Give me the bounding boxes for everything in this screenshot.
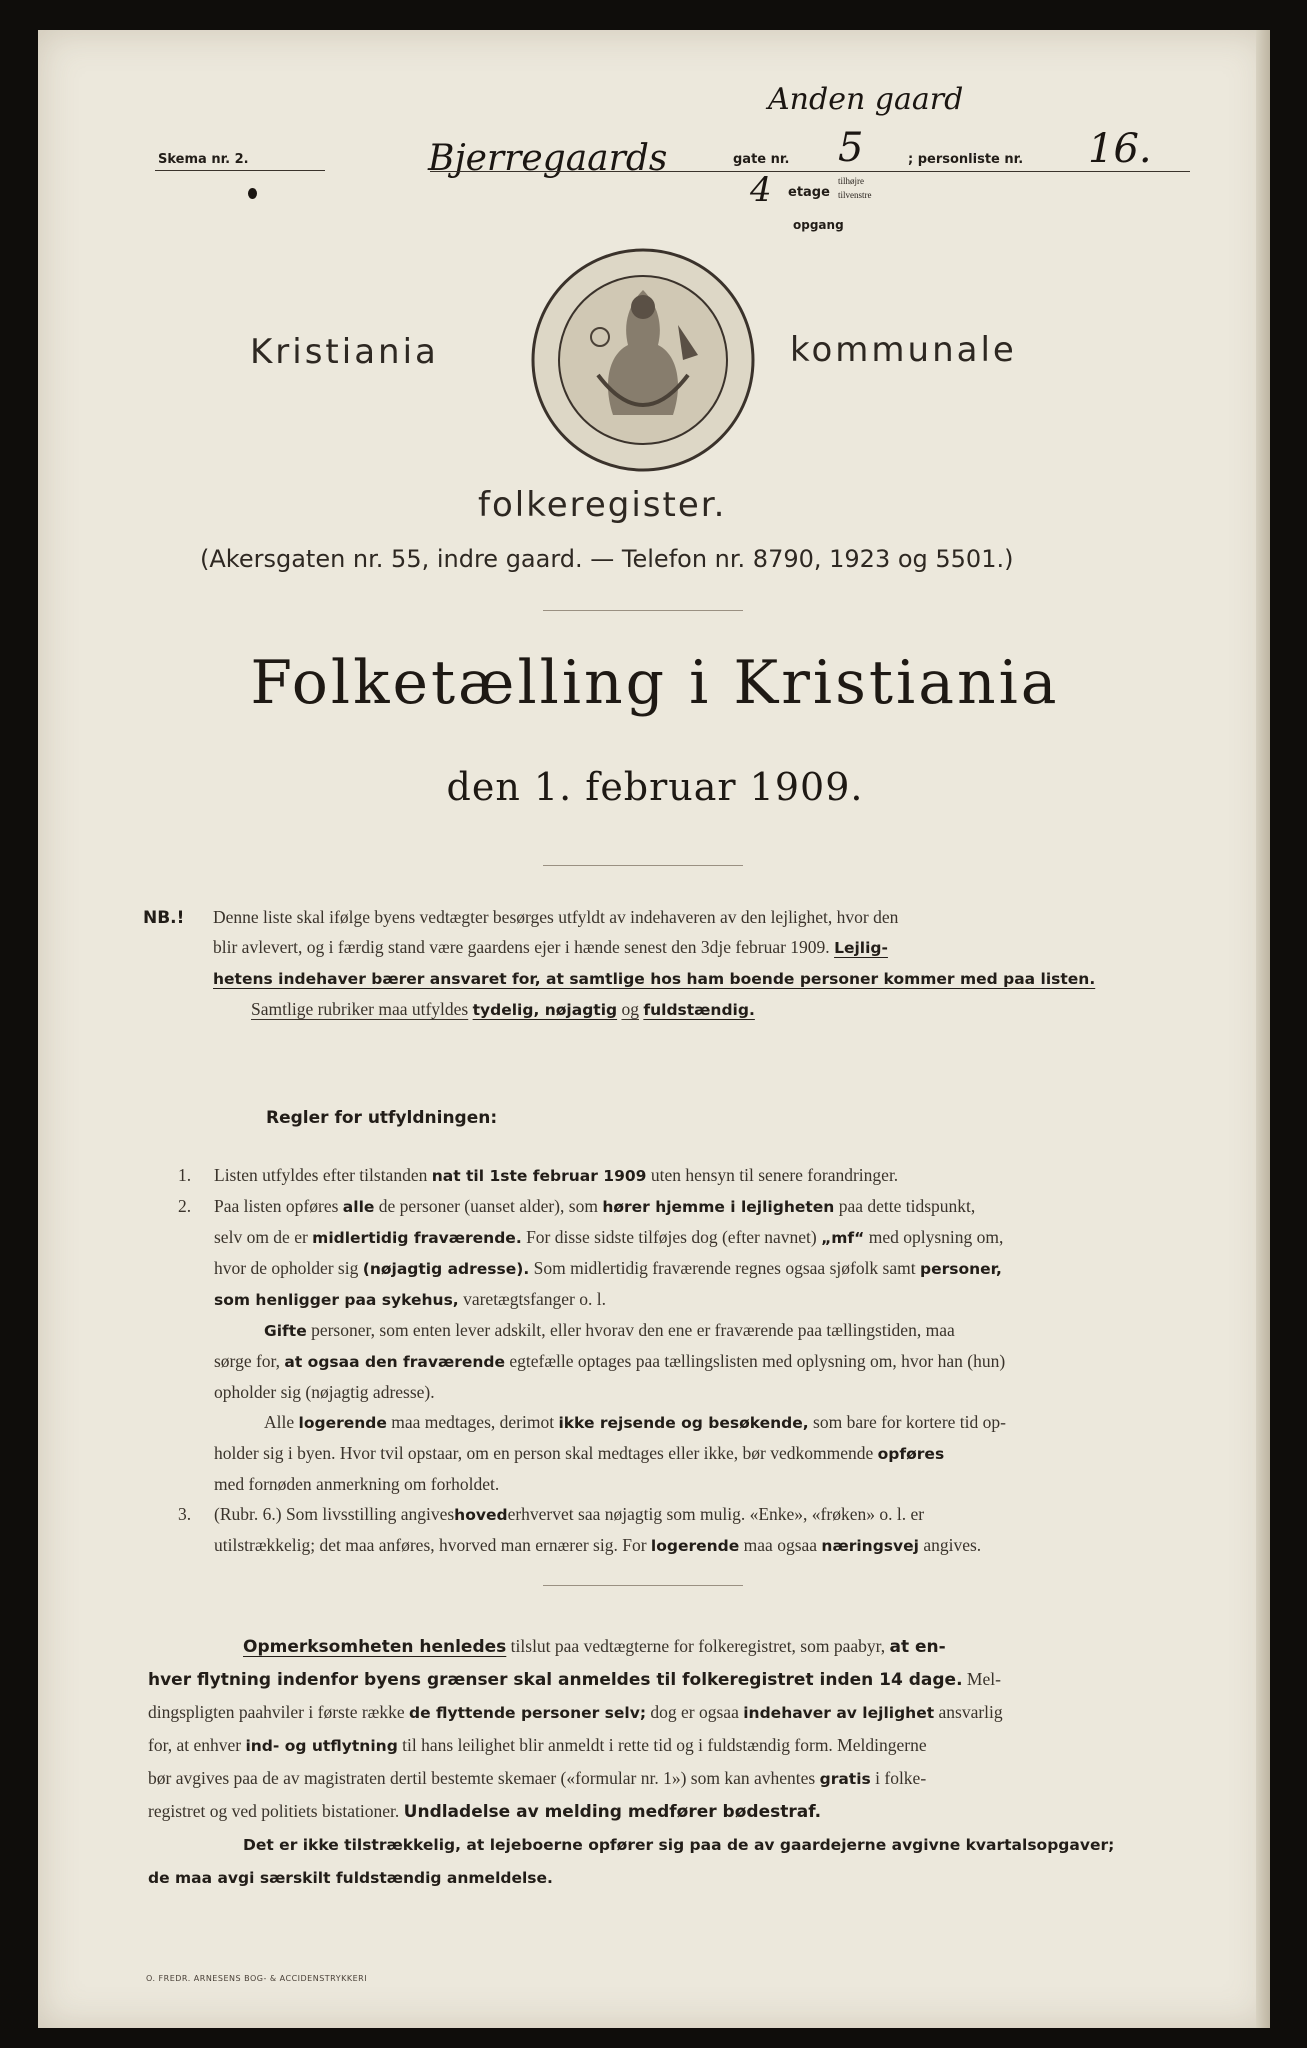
rule-3: 3. (Rubr. 6.) Som livsstilling angiveshovederhvervet saa nøjagtig som mulig. «Enke», «frøken» o. l. er utilstrækkelig; det maa anføres, hvorved man ernærer sig. For logerende maa ogsaa næringsvej angives.	[178, 1504, 982, 1555]
header-underline	[430, 171, 1190, 172]
page-edge	[1256, 30, 1270, 2028]
kommunale-label: kommunale	[790, 330, 1017, 370]
opgang-label: opgang	[793, 218, 844, 232]
nb-line-2: blir avlevert, og i færdig stand være gaardens ejer i hænde senest den 3dje februar 1909. Lejlig-	[213, 937, 888, 957]
extra-handwritten: Anden gaard	[768, 82, 964, 117]
document-page	[38, 30, 1270, 2028]
folkeregister-label: folkeregister.	[478, 485, 727, 525]
nb-line-1: Denne liste skal ifølge byens vedtægter besørges utfyldt av indehaveren av den lejlighet, hvor den	[213, 907, 899, 927]
nb-line-3-bold: hetens indehaver bærer ansvaret for, at samtlige hos ham boende personer kommer med paa listen.	[213, 970, 1096, 988]
divider-1	[543, 610, 743, 611]
nb-line-3	[213, 963, 1173, 994]
tilvenstre-label: tilvenstre	[838, 190, 872, 200]
main-title: Folketælling i Kristiania	[250, 648, 1060, 718]
ink-dot	[248, 188, 257, 199]
skema-label: Skema nr. 2.	[158, 152, 249, 167]
nb-paragraph	[213, 902, 1173, 1025]
nb-label: NB.!	[143, 908, 185, 928]
rules-list	[178, 1160, 1178, 1561]
rule-1: 1. Listen utfyldes efter tilstanden nat til 1ste februar 1909 uten hensyn til senere forandringer.	[178, 1165, 899, 1185]
gate-nr-label: gate nr.	[733, 152, 790, 167]
personliste-label: ; personliste nr.	[908, 152, 1024, 167]
kristiania-label: Kristiania	[250, 332, 439, 372]
main-subtitle: den 1. februar 1909.	[446, 765, 864, 809]
address-line: (Akersgaten nr. 55, indre gaard. — Telefon nr. 8790, 1923 og 5501.)	[200, 545, 1014, 573]
personliste-value: 16.	[1088, 126, 1152, 172]
divider-3	[543, 1585, 743, 1586]
skema-underline	[155, 170, 325, 171]
rules-heading: Regler for utfyldningen:	[266, 1108, 498, 1128]
divider-2	[543, 865, 743, 866]
etage-value: 4	[750, 170, 772, 210]
city-seal	[528, 245, 758, 475]
street-handwritten: Bjerregaards	[428, 138, 668, 179]
printer-footer: O. FREDR. ARNESENS BOG- & ACCIDENSTRYKKERI	[146, 1974, 368, 1983]
nb-line-4: Samtlige rubriker maa utfyldes tydelig, nøjagtig og fuldstændig.	[251, 999, 755, 1019]
notice-paragraph: Opmerksomheten henledes tilslut paa vedtægterne for folkeregistret, som paabyr, at en- hver flytning indenfor byens grænser skal anmeldes til folkeregistret inden 14 dage. Mel- dingspligten paahviler i første række de flyttende personer selv; dog er ogsaa indehaver av lejlighet ansvarlig for, at enhver ind- og utflytning til hans leilighet blir anmeldt i rette tid og i fuldstændig form. Meldingerne bør avgives paa de av magistraten dertil bestemte skemaer («formular nr. 1») som kan avhentes gratis i folke- registret og ved politiets bistationer. Undladelse av melding medfører bødestraf. Det er ikke tilstrækkelig, at lejeboerne opfører sig paa de av gaardejerne avgivne kvartalsopgaver; de maa avgi særskilt fuldstændig anmeldelse.	[148, 1636, 1115, 1887]
tilhoire-label: tilhøjre	[838, 176, 864, 186]
nb-line-2-bold: Lejlig-	[834, 939, 888, 957]
etage-label: etage	[788, 185, 830, 200]
gate-nr-value: 5	[838, 125, 864, 171]
rule-2: 2. Paa listen opføres alle de personer (uanset alder), som hører hjemme i lejligheten paa dette tidspunkt, selv om de er midlertidig fraværende. For disse sidste tilføjes dog (efter navnet) „mf“ med oplysning om, hvor de opholder sig (nøjagtig adresse). Som midlertidig fraværende regnes ogsaa sjøfolk samt personer, som henligger paa sykehus, varetægtsfanger o. l. Gifte personer, som enten lever adskilt, eller hvorav den ene er fraværende paa tællingstiden, maa sørge for, at ogsaa den fraværende egtefælle optages paa tællingslisten med oplysning om, hvor han (hun) opholder sig (nøjagtig adresse). Alle logerende maa medtages, derimot ikke rejsende og besøkende, som bare for kortere tid op- holder sig i byen. Hvor tvil opstaar, om en person skal medtages eller ikke, bør vedkommende opføres med fornøden anmerkning om forholdet.	[178, 1196, 1006, 1494]
